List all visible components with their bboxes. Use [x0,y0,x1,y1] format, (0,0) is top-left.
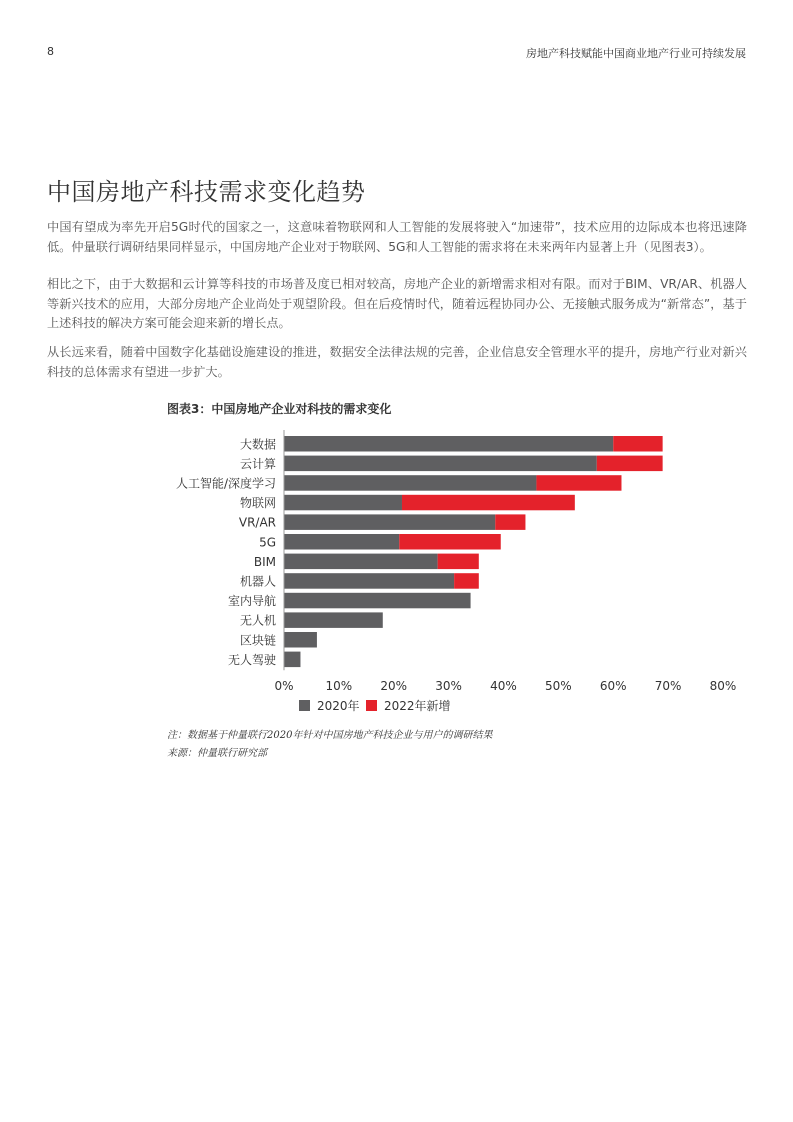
bar-2020 [284,573,454,589]
x-tick-label: 70% [654,679,682,693]
bar-2022-increase [613,436,662,452]
running-header: 房地产科技赋能中国商业地产行业可持续发展 [526,47,746,60]
x-tick-label: 30% [435,679,462,693]
category-label: 无人驾驶 [227,652,276,667]
bar-2020 [284,632,317,648]
bar-2020 [284,652,300,668]
body-paragraph-1: 中国有望成为率先开启5G时代的国家之一，这意味着物联网和人工智能的发展将驶入“加速带”，技术应用的边际成本也将迅速降低。仲量联行调研结果同样显示，中国房地产企业对于物联网、5G和人工智能的需求将在未来两年内显著上升（见图表3）。 [47,220,747,254]
bar-2022-increase [495,514,525,530]
category-label: VR/AR [238,515,276,530]
stacked-bar-chart [160,428,760,723]
category-label: 机器人 [239,574,276,589]
legend-label-2020: 2020年 [317,699,360,713]
category-label: BIM [253,554,276,569]
x-tick-label: 10% [325,679,353,693]
category-label: 5G [259,535,276,550]
category-label: 室内导航 [227,594,276,609]
bar-2020 [284,514,495,530]
bar-2020 [284,495,402,511]
x-tick-label: 40% [490,679,517,693]
bar-2020 [284,554,438,570]
chart-source: 来源：仲量联行研究部 [167,748,267,759]
page-number: 8 [47,45,54,58]
bar-2022-increase [536,475,621,491]
figure-caption: 图表3：中国房地产企业对科技的需求变化 [167,402,392,416]
category-label: 区块链 [239,633,276,648]
x-tick-label: 0% [274,679,294,693]
bar-2022-increase [438,554,479,570]
x-tick-label: 80% [709,679,737,693]
category-label: 大数据 [239,437,276,452]
category-label: 物联网 [239,496,276,511]
bar-2020 [284,534,399,550]
bar-2020 [284,436,613,452]
legend-swatch-2022-increase [366,700,377,711]
bar-2020 [284,593,471,609]
body-paragraph-3: 从长远来看，随着中国数字化基础设施建设的推进，数据安全法律法规的完善，企业信息安全管理水平的提升，房地产行业对新兴科技的总体需求有望进一步扩大。 [47,345,747,379]
x-tick-label: 20% [380,679,408,693]
category-label: 人工智能/深度学习 [175,476,276,491]
legend-label-2022-increase: 2022年新增 [384,699,451,713]
x-tick-label: 50% [545,679,572,693]
chart-note: 注：数据基于仲量联行2020年针对中国房地产科技企业与用户的调研结果 [167,730,493,741]
bar-2020 [284,475,536,491]
section-title: 中国房地产科技需求变化趋势 [47,178,366,206]
bar-2022-increase [454,573,479,589]
bar-2022-increase [597,456,663,472]
bar-2020 [284,612,383,628]
category-label: 无人机 [239,613,276,628]
bar-2022-increase [402,495,575,511]
body-paragraph-2: 相比之下，由于大数据和云计算等科技的市场普及度已相对较高，房地产企业的新增需求相对有限。而对于BIM、VR/AR、机器人等新兴技术的应用，大部分房地产企业尚处于观望阶段。但在后疫情时代，随着远程协同办公、无接触式服务成为“新常态”，基于上述科技的解决方案可能会迎来新的增长点。 [47,277,747,330]
bar-2022-increase [399,534,501,550]
legend-swatch-2020 [299,700,310,711]
bar-2020 [284,456,597,472]
category-label: 云计算 [239,456,276,471]
x-tick-label: 60% [599,679,627,693]
